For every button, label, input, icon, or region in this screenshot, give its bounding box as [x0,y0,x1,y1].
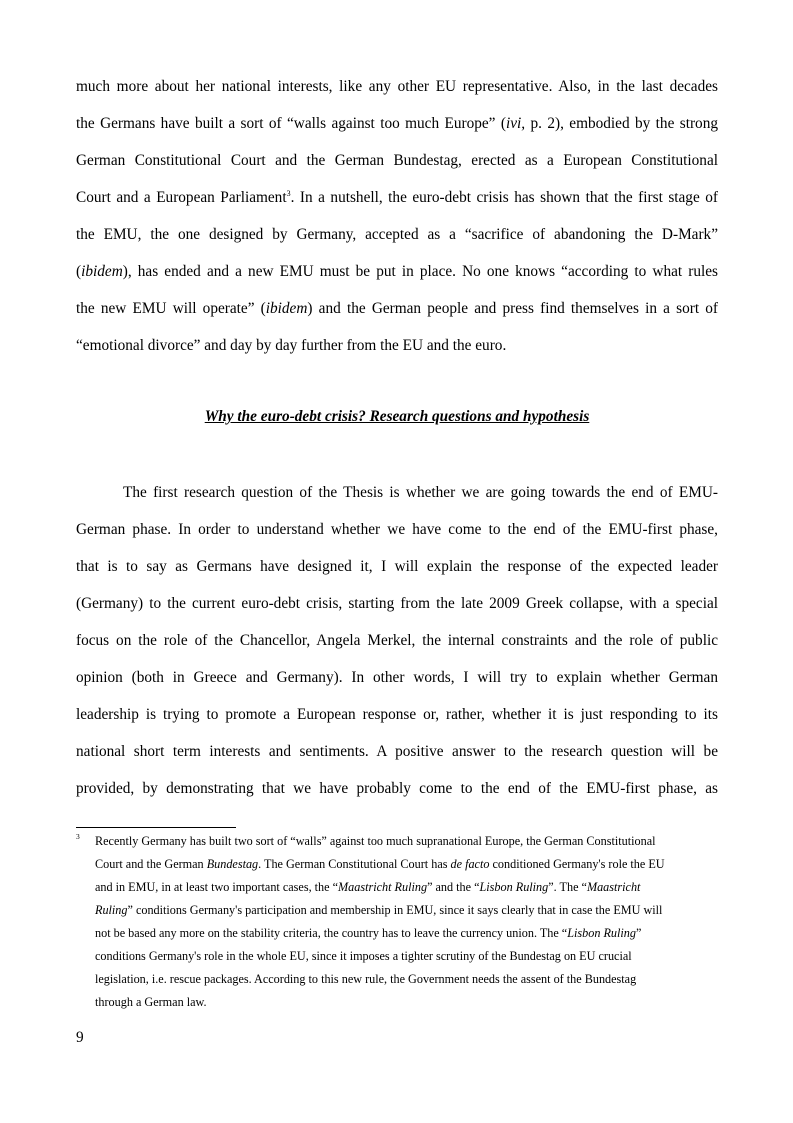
text-line: focus on the role of the Chancellor, Angela Merkel, the internal constraints and the role of public [76,632,718,649]
text-line: the new EMU will operate” (ibidem) and the German people and press find themselves in a sort of [76,300,718,317]
text-line: “emotional divorce” and day by day further from the EU and the euro. [76,337,507,354]
text-line: that is to say as Germans have designed it, I will explain the response of the expected leader [76,558,718,575]
footnote-line: through a German law. [95,995,207,1009]
section-heading: Why the euro-debt crisis? Research questions and hypothesis [204,408,590,425]
text-line: (Germany) to the current euro-debt crisis, starting from the late 2009 Greek collapse, with a special [76,595,718,612]
footnote-line: Ruling” conditions Germany's participation and membership in EMU, since it says clearly that in case the EMU will [95,903,663,917]
text-line: provided, by demonstrating that we have probably come to the end of the EMU-first phase, as [76,780,718,797]
text-line: The first research question of the Thesis is whether we are going towards the end of EMU- [123,484,718,501]
text-line: German Constitutional Court and the German Bundestag, erected as a European Constitutional [76,152,718,169]
footnote-line: and in EMU, in at least two important cases, the “Maastricht Ruling” and the “Lisbon Ruling”. The “Maastricht [95,880,641,894]
footnote-line: Recently Germany has built two sort of “walls” against too much supranational Europe, the German Constitutional [95,834,656,848]
text-line: Court and a European Parliament$^3$. In a nutshell, the euro-debt crisis has shown that the first stage of [76,188,718,206]
footnote-line: conditions Germany's role in the whole EU, since it imposes a tighter scrutiny of the Bundestag on EU crucial [95,949,632,963]
text-line: (ibidem), has ended and a new EMU must be put in place. No one knows “according to what rules [76,263,718,280]
footnote-body [95,830,718,1014]
text-line: opinion (both in Greece and Germany). In other words, I will try to explain whether German [76,669,718,686]
footnote-line: Court and the German Bundestag. The German Constitutional Court has de facto conditioned Germany's role the EU [95,857,665,871]
text-line: much more about her national interests, like any other EU representative. Also, in the last decades [76,78,718,95]
text-line: leadership is trying to promote a European response or, rather, whether it is just responding to its [76,706,718,723]
text-line: national short term interests and sentiments. A positive answer to the research question will be [76,743,718,760]
footnote-reference: 3 [286,188,291,198]
paragraph-continued [76,68,718,364]
paragraph-research-question [76,474,718,807]
text-line: the Germans have built a sort of “walls against too much Europe” (ivi, p. 2), embodied by the strong [76,115,718,132]
page-number: 9 [76,1029,84,1046]
text-line: the EMU, the one designed by Germany, accepted as a “sacrifice of abandoning the D-Mark” [76,226,718,243]
footnote-line: not be based any more on the stability criteria, the country has to leave the currency union. The “Lisbon Ruling” [95,926,642,940]
footnote-line: legislation, i.e. rescue packages. According to this new rule, the Government needs the assent of the Bundestag [95,972,637,986]
text-line: German phase. In order to understand whether we have come to the end of the EMU-first phase, [76,521,718,538]
footnote-marker: 3 [76,832,80,841]
footnote-separator [76,827,236,828]
